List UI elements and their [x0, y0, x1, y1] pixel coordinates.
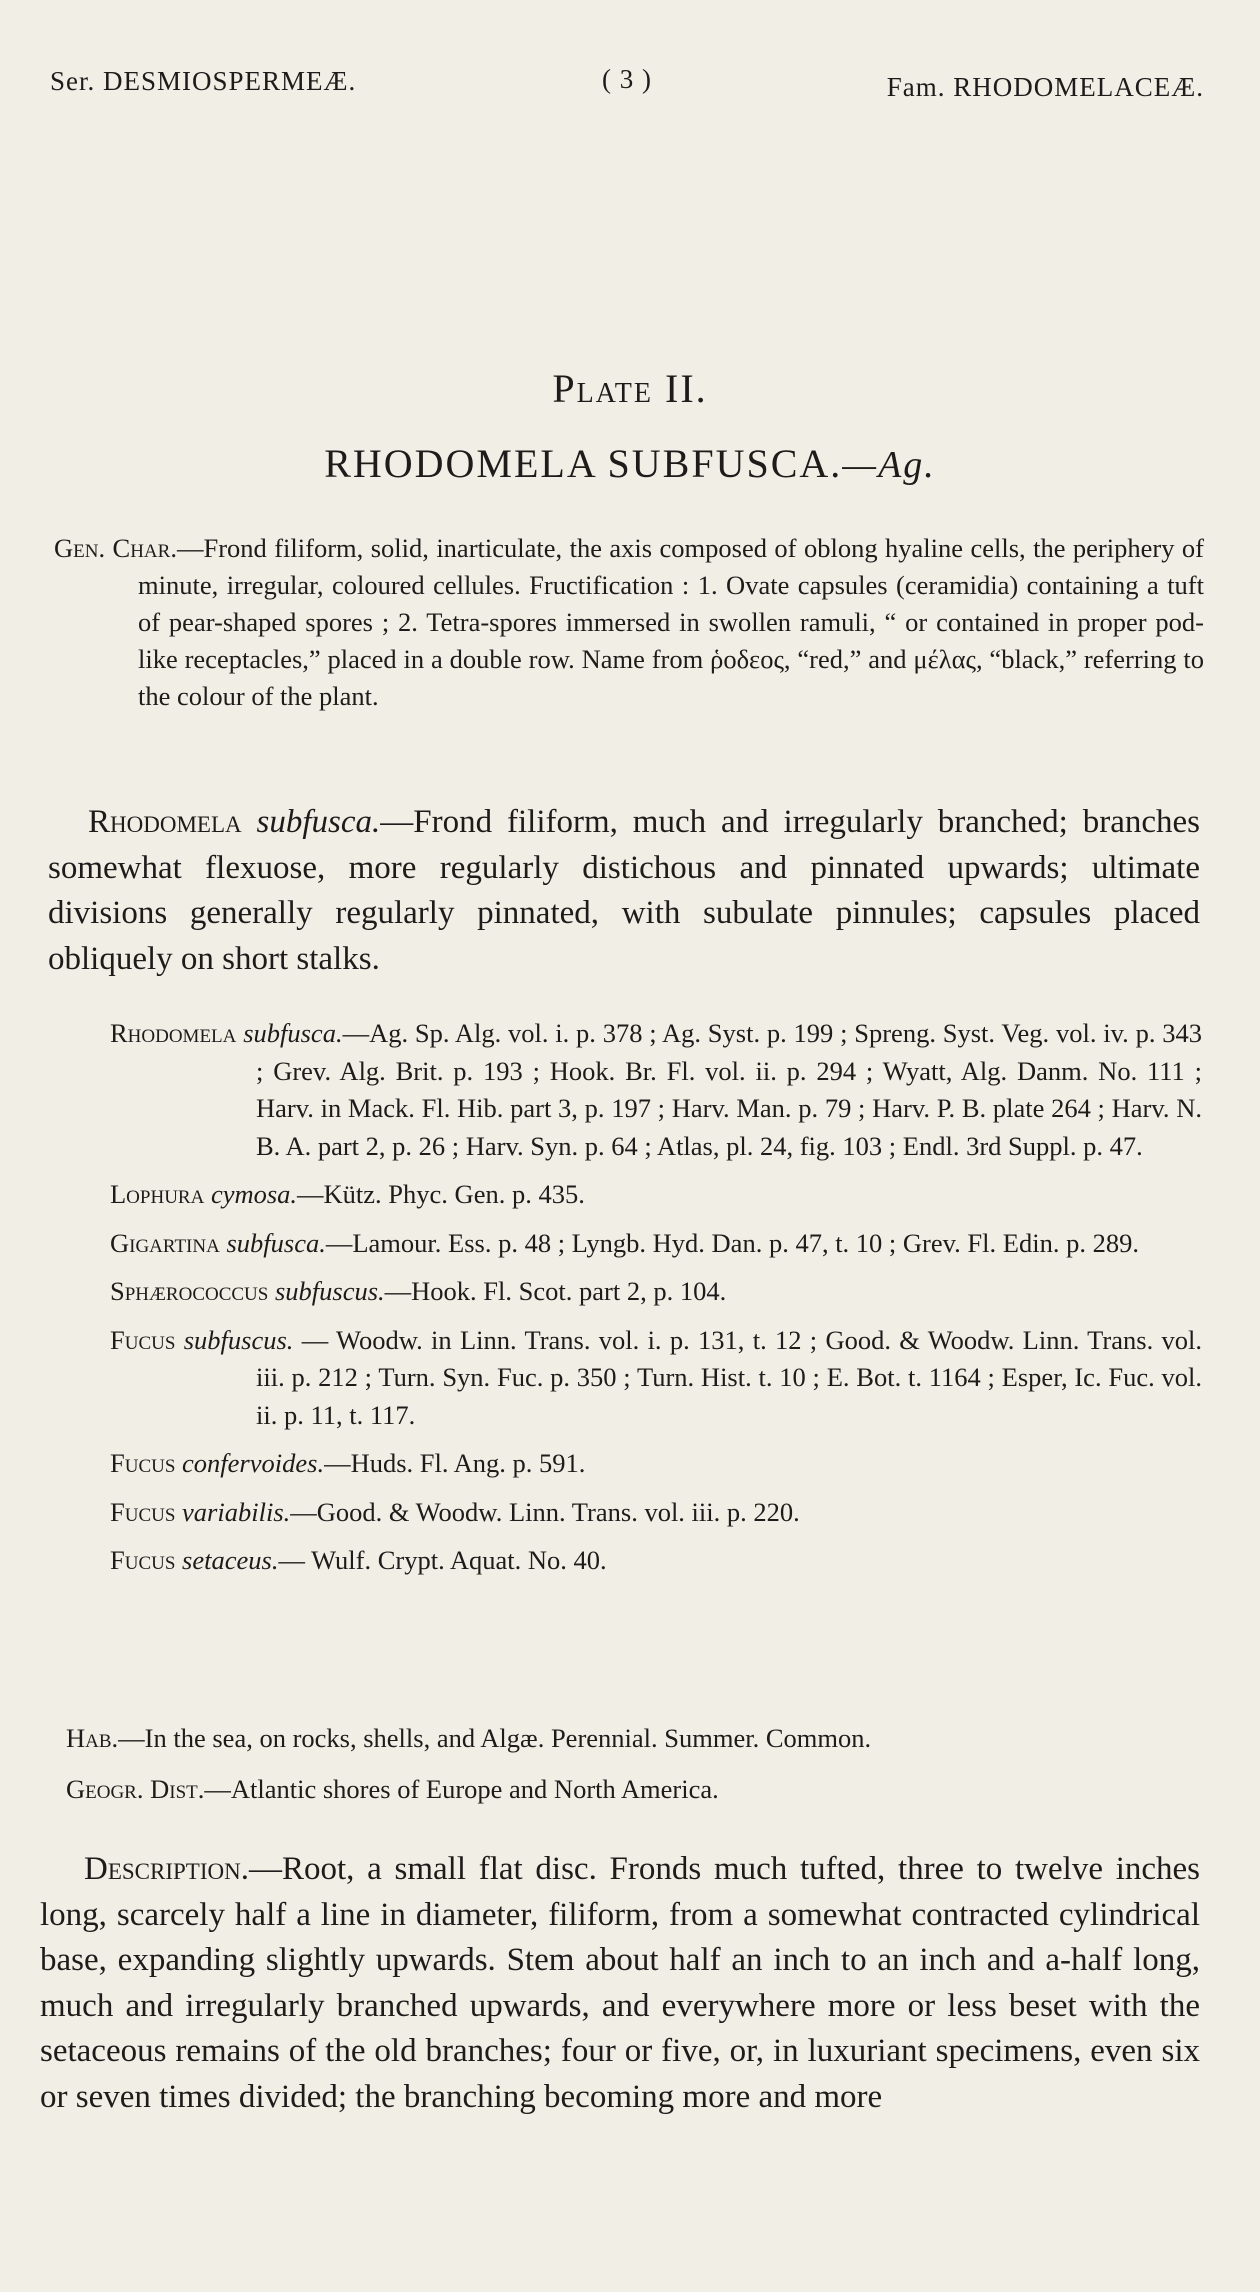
distribution-line: [66, 1771, 1206, 1808]
diagnosis-species: subfusca.: [256, 804, 381, 840]
distribution-label: Geogr. Dist.: [66, 1774, 205, 1804]
synonym-genus: Fucus: [110, 1448, 176, 1478]
synonym-references: —Huds. Fl. Ang. p. 591.: [324, 1448, 586, 1478]
synonym-entry: [110, 1273, 1202, 1311]
synonym-genus: Fucus: [110, 1324, 176, 1355]
description-label: Description.: [84, 1851, 249, 1887]
generic-character-paragraph: [54, 530, 1204, 715]
synonym-species: variabilis.: [182, 1496, 291, 1527]
synonym-genus: Sphærococcus: [110, 1276, 269, 1306]
species-title: [0, 440, 1260, 487]
distribution-text: —Atlantic shores of Europe and North America.: [204, 1774, 719, 1804]
running-header: [50, 66, 1204, 106]
synonym-references: — Woodw. in Linn. Trans. vol. i. p. 131, t. 12 ; Good. & Woodw. Linn. Trans. vol. iii. p. 212 ; Turn. Syn. Fuc. p. 350 ; Turn. Hist. t. 10 ; E. Bot. t. 1164 ; Esper, Ic. Fuc. vol. ii. p. 11, t. 117.: [256, 1324, 1202, 1430]
synonym-genus: Lophura: [110, 1179, 205, 1209]
generic-character-text: —Frond filiform, solid, inarticulate, the axis composed of oblong hyaline cells, the periphery of minute, irregular, coloured cellules. Fructification : 1. Ovate capsules (ceramidia) containing a tuft of pear-shaped spores ; 2. Tetra-spores immersed in swollen ramuli, “ or contained in proper pod-like receptacles,” placed in a double row. Name from ῥοδεος, “red,” and μέλας, “black,” referring to the colour of the plant.: [138, 533, 1204, 711]
synonym-species: confervoides.: [182, 1448, 325, 1478]
synonym-references: —Ag. Sp. Alg. vol. i. p. 378 ; Ag. Syst. p. 199 ; Spreng. Syst. Veg. vol. iv. p. 343 ; Grev. Alg. Brit. p. 193 ; Hook. Br. Fl. vol. ii. p. 294 ; Wyatt, Alg. Danm. No. 111 ; Harv. in Mack. Fl. Hib. part 3, p. 197 ; Harv. Man. p. 79 ; Harv. P. B. plate 264 ; Harv. N. B. A. part 2, p. 26 ; Harv. Syn. p. 64 ; Atlas, pl. 24, fig. 103 ; Endl. 3rd Suppl. p. 47.: [256, 1018, 1202, 1161]
diagnosis-genus: Rhodomela: [88, 804, 242, 840]
synonym-species: subfuscus.: [183, 1324, 294, 1355]
synonym-genus: Fucus: [110, 1545, 176, 1575]
synonym-species: subfusca.: [226, 1227, 326, 1258]
species-author: —Ag.: [842, 444, 936, 486]
synonym-genus: Fucus: [110, 1496, 176, 1527]
synonym-references: — Wulf. Crypt. Aquat. No. 40.: [278, 1545, 607, 1575]
synonym-references: —Lamour. Ess. p. 48 ; Lyngb. Hyd. Dan. p. 47, t. 10 ; Grev. Fl. Edin. p. 289.: [325, 1227, 1139, 1258]
habitat-text: —In the sea, on rocks, shells, and Algæ. Perennial. Summer. Common.: [118, 1723, 872, 1753]
description-paragraph: [40, 1847, 1200, 2120]
synonym-entry: [110, 1445, 1202, 1483]
habitat-label: Hab.: [66, 1723, 119, 1753]
page-number: ( 3 ): [602, 64, 652, 94]
synonym-entry: [110, 1225, 1202, 1263]
synonym-species: setaceus.: [182, 1545, 279, 1575]
generic-character-label: Gen. Char.: [54, 533, 177, 563]
diagnosis-text: —Frond filiform, much and irregularly branched; branches somewhat flexuose, more regularly distichous and pinnated upwards; ultimate divisions generally regularly pinnated, with subulate pinnules; capsules placed obliquely on short stalks.: [48, 804, 1200, 977]
synonym-entry: [110, 1322, 1202, 1435]
synonym-entry: [110, 1015, 1202, 1165]
synonym-references: —Hook. Fl. Scot. part 2, p. 104.: [384, 1276, 727, 1306]
synonymy-list: [110, 1015, 1202, 1591]
family-label: Fam. RHODOMELACEÆ.: [886, 72, 1204, 102]
synonym-entry: [110, 1542, 1202, 1580]
synonym-species: subfusca.: [243, 1018, 343, 1048]
species-diagnosis: [48, 800, 1200, 982]
generic-character: [54, 530, 1204, 715]
synonym-references: —Kütz. Phyc. Gen. p. 435.: [297, 1179, 585, 1209]
habitat-and-distribution: [66, 1720, 1206, 1822]
series-label: Ser. DESMIOSPERMEÆ.: [50, 66, 357, 96]
synonym-entry: [110, 1176, 1202, 1214]
synonym-species: subfuscus.: [274, 1276, 385, 1306]
description-text: —Root, a small flat disc. Fronds much tufted, three to twelve inches long, scarcely half a line in diameter, filiform, from a somewhat contracted cylindrical base, expanding slightly upwards. Stem about half an inch to an inch and a-half long, much and irregularly branched upwards, and everywhere more or less beset with the setaceous remains of the old branches; four or five, or, in luxuriant specimens, even six or seven times divided; the branching becoming more and more: [40, 1851, 1200, 2115]
plate-heading: Plate II.: [552, 366, 708, 411]
synonym-genus: Gigartina: [110, 1227, 220, 1258]
synonym-species: cymosa.: [210, 1179, 298, 1209]
synonym-references: —Good. & Woodw. Linn. Trans. vol. iii. p. 220.: [290, 1496, 800, 1527]
synonym-entry: [110, 1494, 1202, 1532]
synonym-genus: Rhodomela: [110, 1018, 237, 1048]
species-name: RHODOMELA SUBFUSCA.: [324, 441, 843, 486]
habitat-line: [66, 1720, 1206, 1757]
